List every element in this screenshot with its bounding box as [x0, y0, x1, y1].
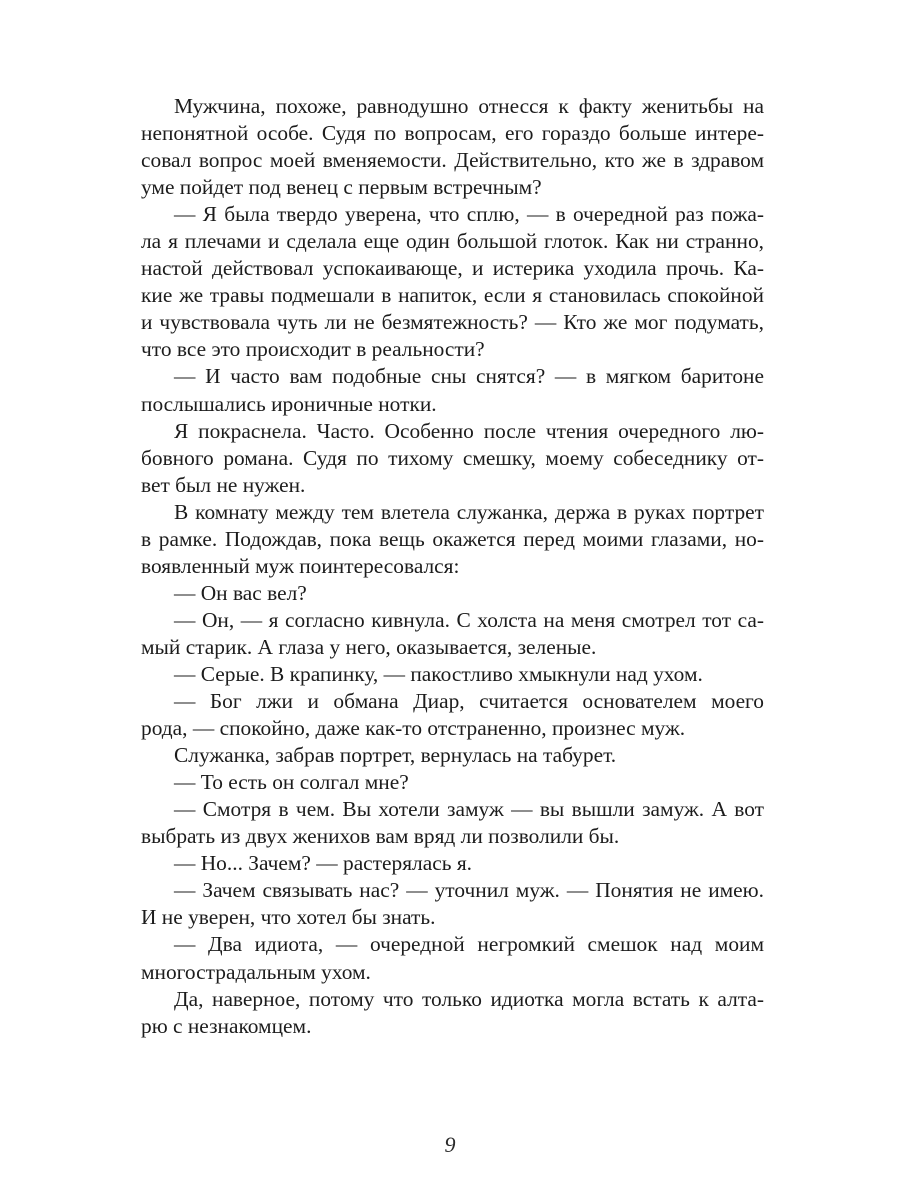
paragraph [141, 499, 764, 580]
paragraph [141, 661, 764, 688]
text-line: — И часто вам подобные сны снятся? — в мягком баритоне [174, 364, 764, 389]
text-line: уме пойдет под венец с первым встречным? [141, 175, 542, 200]
paragraph [141, 877, 764, 931]
text-line: кие же травы подмешали в напиток, если я становилась спокойной [141, 283, 764, 308]
body-text [141, 93, 764, 1040]
text-line: бовного романа. Судя по тихому смешку, моему собеседнику от- [141, 445, 764, 470]
text-line: — Смотря в чем. Вы хотели замуж — вы вышли замуж. А вот [174, 797, 764, 822]
text-line: — Два идиота, — очередной негромкий смешок над моим [174, 932, 764, 957]
text-line: Служанка, забрав портрет, вернулась на табурет. [174, 743, 617, 768]
text-line: Я покраснела. Часто. Особенно после чтения очередного лю- [174, 418, 764, 443]
text-line: непонятной особе. Судя по вопросам, его гораздо больше интере- [141, 121, 764, 146]
paragraph [141, 201, 764, 363]
paragraph [141, 418, 764, 499]
paragraph [141, 850, 764, 877]
paragraph [141, 607, 764, 661]
text-line: что все это происходит в реальности? [141, 337, 485, 362]
paragraph [141, 688, 764, 742]
text-line: вет был не нужен. [141, 472, 306, 497]
text-line: рю с незнакомцем. [141, 1013, 312, 1038]
text-line: — Бог лжи и обмана Диар, считается основателем моего [174, 689, 764, 714]
text-line: — Зачем связывать нас? — уточнил муж. — Понятия не имею. [174, 878, 764, 903]
paragraph [141, 931, 764, 985]
paragraph [141, 363, 764, 417]
paragraph [141, 769, 764, 796]
text-line: Да, наверное, потому что только идиотка могла встать к алта- [174, 986, 764, 1011]
text-line: послышались ироничные нотки. [141, 391, 437, 416]
text-line: — Он, — я согласно кивнула. С холста на меня смотрел тот са- [174, 607, 764, 632]
text-line: рода, — спокойно, даже как-то отстраненно, произнес муж. [141, 716, 686, 741]
text-line: многострадальным ухом. [141, 959, 371, 984]
text-line: совал вопрос моей вменяемости. Действительно, кто же в здравом [141, 148, 764, 173]
text-line: мый старик. А глаза у него, оказывается, зеленые. [141, 634, 597, 659]
paragraph [141, 93, 764, 201]
text-line: — Но... Зачем? — растерялась я. [174, 851, 473, 876]
text-line: И не уверен, что хотел бы знать. [141, 905, 436, 930]
text-line: — Я была твердо уверена, что сплю, — в очередной раз пожа- [174, 202, 764, 227]
text-line: воявленный муж поинтересовался: [141, 553, 460, 578]
text-line: Мужчина, похоже, равнодушно отнесся к факту женитьбы на [174, 94, 764, 118]
text-line: В комнату между тем влетела служанка, держа в руках портрет [174, 499, 764, 524]
text-line: и чувствовала чуть ли не безмятежность? — Кто же мог подумать, [141, 310, 764, 335]
page-number: 9 [444, 1132, 456, 1157]
paragraph [141, 580, 764, 607]
text-line: в рамке. Подождав, пока вещь окажется перед моими глазами, но- [141, 526, 764, 551]
text-line: настой действовал успокаивающе, и истерика уходила прочь. Ка- [141, 256, 764, 281]
text-line: ла я плечами и сделала еще один большой глоток. Как ни странно, [141, 229, 764, 254]
paragraph [141, 796, 764, 850]
text-line: — Он вас вел? [174, 580, 307, 605]
text-line: — То есть он солгал мне? [174, 770, 409, 795]
text-line: выбрать из двух женихов вам вряд ли позволили бы. [141, 824, 620, 849]
paragraph [141, 986, 764, 1040]
paragraph [141, 742, 764, 769]
text-line: — Серые. В крапинку, — пакостливо хмыкнули над ухом. [174, 661, 703, 686]
